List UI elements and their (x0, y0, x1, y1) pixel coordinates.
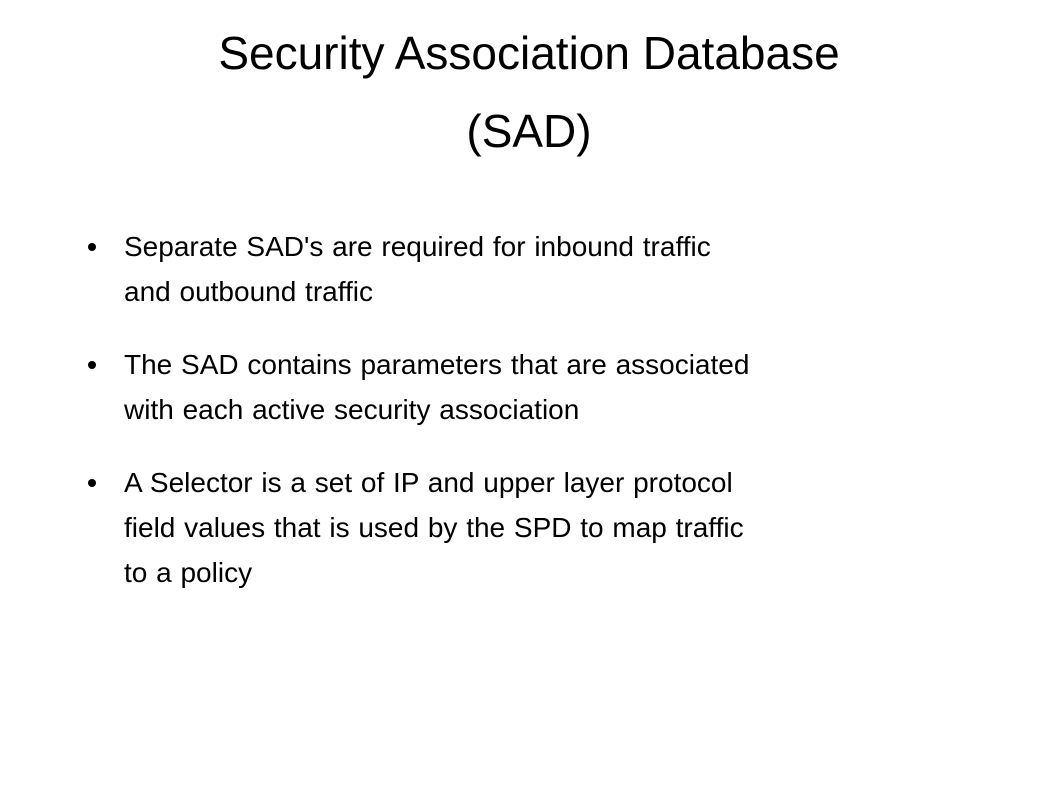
bullet-text-line-1: A Selector is a set of IP and upper layer protocol (124, 467, 733, 498)
slide-title (40, 14, 1018, 170)
slide-title-line-1: Security Association Database (218, 27, 840, 79)
bullet-list (82, 224, 1022, 623)
bullet-text-line-1: The SAD contains parameters that are associated (124, 349, 750, 380)
bullet-item-sad-parameters (82, 342, 1022, 432)
bullet-item-selector (82, 460, 1022, 595)
bullet-text-line-1: Separate SAD's are required for inbound traffic (124, 231, 711, 262)
bullet-dot-icon (88, 361, 96, 369)
bullet-text-line-2: with each active security association (124, 394, 580, 425)
bullet-dot-icon (88, 479, 96, 487)
slide-title-line-2: (SAD) (466, 105, 592, 157)
bullet-dot-icon (88, 243, 96, 251)
bullet-item-separate-sads (82, 224, 1022, 314)
bullet-text-line-2: and outbound traffic (124, 276, 374, 307)
bullet-text-line-3: to a policy (124, 557, 253, 588)
bullet-text-line-2: field values that is used by the SPD to map traffic (124, 512, 744, 543)
